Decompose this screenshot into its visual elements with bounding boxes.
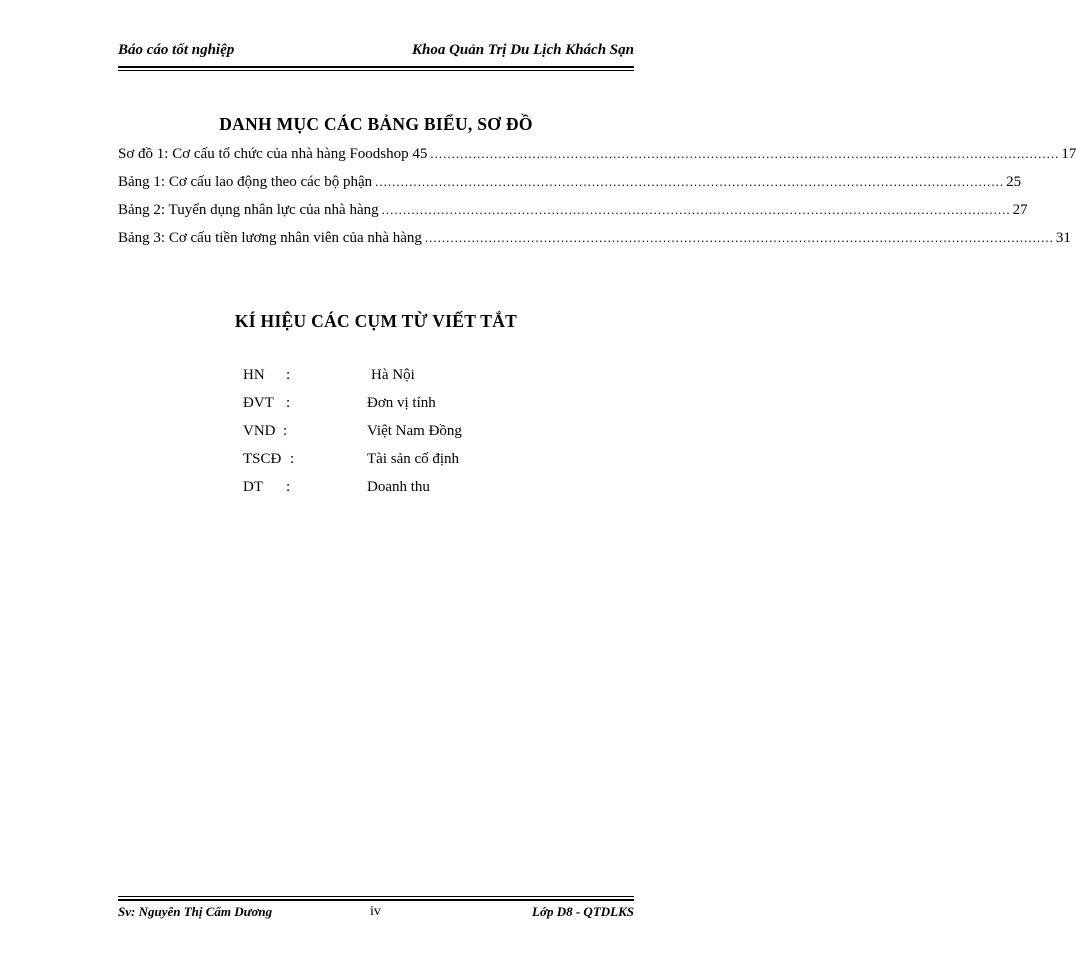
toc-leader-dots: .................................................................................................................................................... — [381, 202, 1011, 217]
abbr-colon: : — [286, 395, 291, 411]
toc-entry-page: 17 — [1061, 146, 1076, 162]
toc-entry-label: Bảng 2: Tuyển dụng nhân lực của nhà hàng — [118, 202, 379, 218]
header-rule-thin — [118, 70, 634, 71]
toc-leader-dots: .................................................................................................................................................... — [424, 230, 1054, 245]
abbr-key: TSCĐ — [243, 451, 282, 467]
abbr-value: Việt Nam Đồng — [367, 423, 462, 439]
abbr-colon: : — [283, 423, 288, 439]
toc-entry-label: Bảng 3: Cơ cấu tiền lương nhân viên của nhà hàng — [118, 230, 422, 246]
abbr-value: Hà Nội — [371, 367, 415, 383]
toc-leader-dots: .................................................................................................................................................... — [375, 174, 1005, 189]
abbr-row-hn — [243, 367, 543, 395]
toc-entry-page: 27 — [1012, 202, 1028, 218]
list-section-title: DANH MỤC CÁC BẢNG BIỂU, SƠ ĐỒ — [219, 114, 533, 134]
header-left-text: Báo cáo tốt nghiệp — [118, 42, 235, 58]
toc-entry-table-3 — [118, 230, 1071, 258]
toc-entry-label: Sơ đồ 1: Cơ cấu tổ chức của nhà hàng Foodshop 45 — [118, 146, 428, 162]
abbreviation-list — [243, 367, 543, 507]
abbr-key: VND — [243, 423, 276, 439]
footer-left-text: Sv: Nguyên Thị Cẩm Dương — [118, 904, 273, 919]
page-footer — [118, 904, 634, 924]
abbr-row-tscd — [243, 451, 543, 479]
abbr-value: Đơn vị tính — [367, 395, 436, 411]
abbr-row-dvt — [243, 395, 543, 423]
abbr-value: Doanh thu — [367, 479, 430, 495]
abbr-colon: : — [286, 367, 291, 383]
toc-entry-page: 25 — [1006, 174, 1022, 190]
footer-right-text: Lớp D8 - QTDLKS — [532, 904, 634, 919]
toc-leader-dots: .................................................................................................................................................... — [430, 146, 1060, 161]
header-rule-thick — [118, 66, 634, 68]
abbr-colon: : — [286, 479, 291, 495]
toc-entry-table-1 — [118, 174, 1022, 202]
header-right-text: Khoa Quản Trị Du Lịch Khách Sạn — [411, 42, 634, 58]
toc-entry-label: Bảng 1: Cơ cấu lao động theo các bộ phận — [118, 174, 373, 190]
table-of-figures — [118, 146, 1076, 258]
toc-entry-table-2 — [118, 202, 1028, 230]
toc-entry-page: 31 — [1055, 230, 1071, 246]
toc-entry-diagram-1 — [118, 146, 1076, 174]
page-header — [118, 42, 634, 66]
abbr-row-vnd — [243, 423, 543, 451]
abbr-row-dt — [243, 479, 543, 507]
footer-page-number: iv — [370, 904, 381, 919]
abbr-section-title: KÍ HIỆU CÁC CỤM TỪ VIẾT TẮT — [234, 311, 518, 331]
abbr-key: ĐVT — [243, 395, 274, 411]
footer-rule-thick — [118, 899, 634, 901]
abbr-colon: : — [290, 451, 295, 467]
abbr-value: Tài sản cố định — [367, 451, 460, 467]
abbr-key: HN — [243, 367, 265, 383]
footer-rule-thin — [118, 896, 634, 897]
abbr-key: DT — [243, 479, 263, 495]
